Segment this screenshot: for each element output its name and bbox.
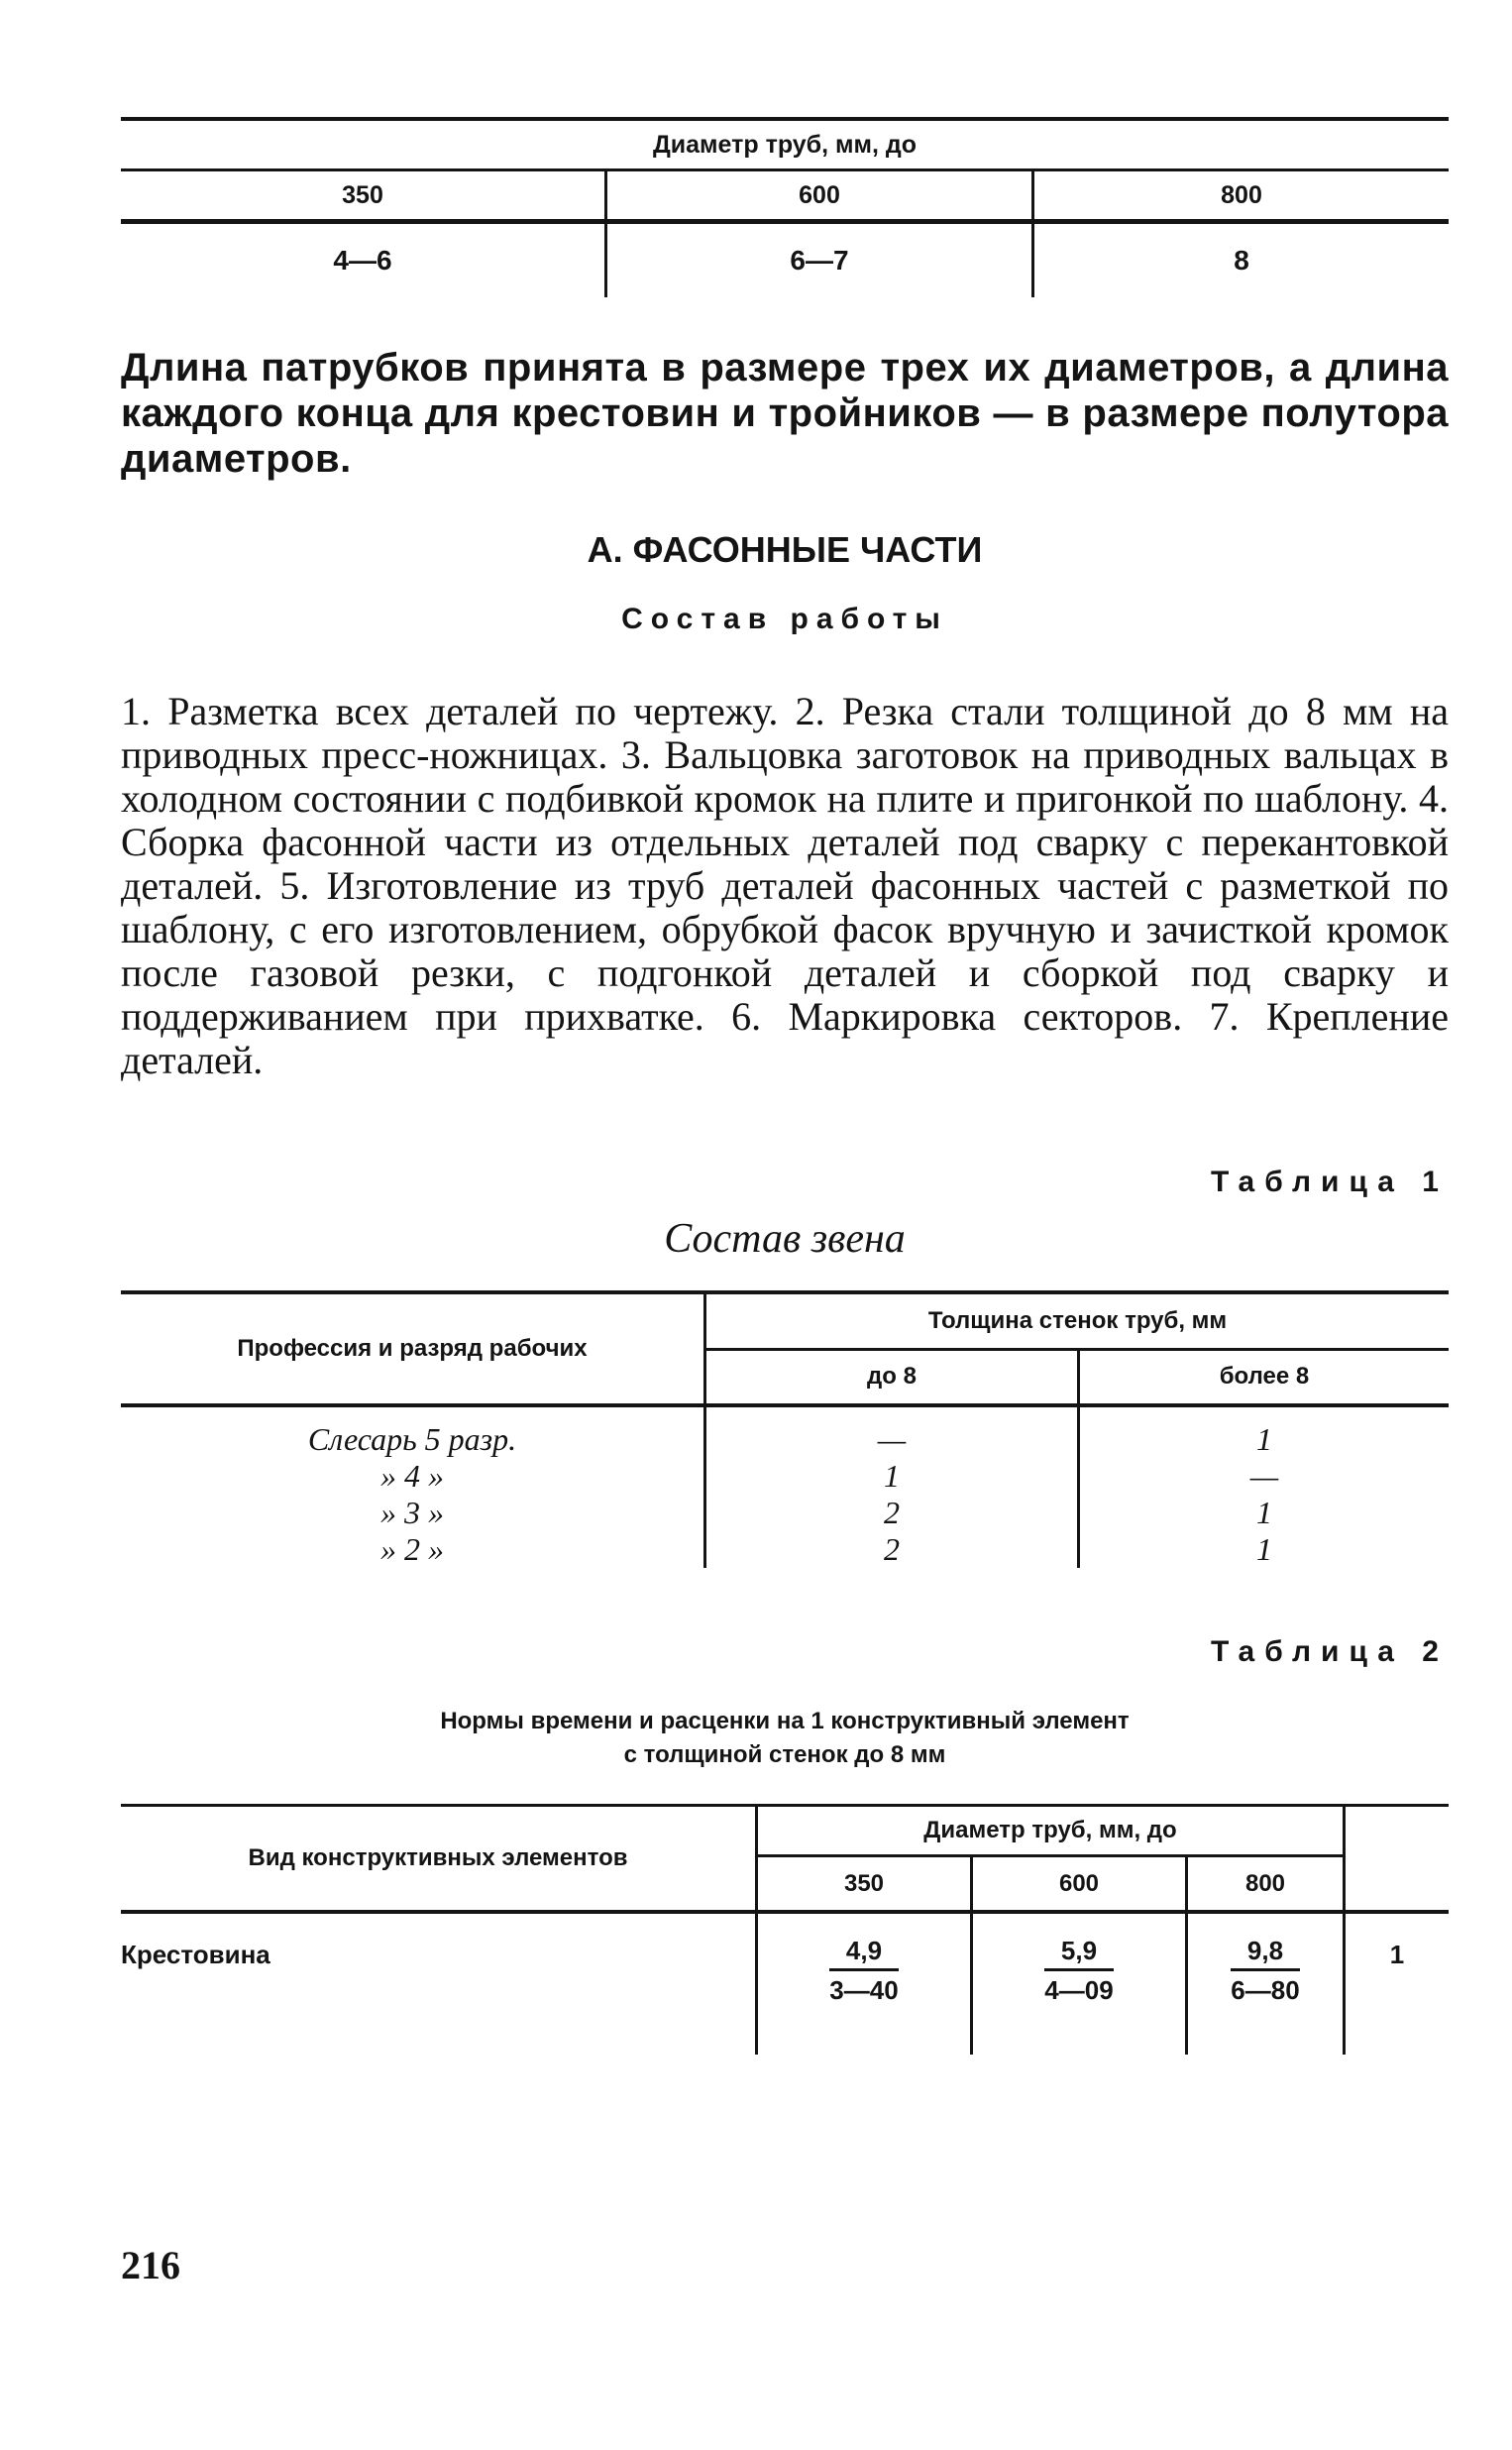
col-thickness-group: Толщина стенок труб, мм [705,1292,1450,1349]
table1-title: Состав звена [664,1216,906,1262]
pipe-diameter-table [121,117,1449,297]
norm-time: 4,9 [829,1936,898,1971]
profession-cell: » 4 » [380,1458,444,1494]
col-profession: Профессия и разряд рабочих [121,1292,705,1405]
norm-time: 5,9 [1044,1936,1113,1971]
time-norms-table [121,1804,1449,2055]
norm-cell-600 [972,1912,1187,2055]
paragraph-lengths: Длина патрубков принята в размере трех их диаметров, а длина каждого конца для крестовин и тройников — в размере полутора диаметров. [121,346,1449,481]
upto-8-cell: — [705,1421,1079,1458]
value-800: 8 [1033,222,1450,298]
upto-8-cell: 2 [705,1531,1079,1568]
value-600: 6—7 [606,222,1033,298]
norm-rate: 3—40 [829,1975,899,2005]
table-row [121,1495,1449,1531]
norm-cell-350 [757,1912,972,2055]
table-row [121,1912,1449,2055]
pipe-diameter-caption: Диаметр труб, мм, до [652,130,918,159]
crew-table [121,1290,1449,1568]
table-row [121,1458,1449,1495]
norm-cell-800 [1187,1912,1345,2055]
col-diameter-group: Диаметр труб, мм, до [757,1806,1345,1856]
table2-title-line1: Нормы времени и расценки на 1 конструктивный элемент [440,1708,1130,1734]
upto-8-cell: 2 [705,1495,1079,1531]
norm-rate: 4—09 [1044,1975,1114,2005]
col-350: 350 [342,180,383,209]
col-over-8: более 8 [1079,1349,1450,1405]
col-kind: Вид конструктивных элементов [121,1806,757,1913]
table-row [121,1421,1449,1458]
table2-label: Таблица 2 [1210,1635,1449,1668]
over-8-cell: 1 [1079,1495,1450,1531]
table2-title-line2: с толщиной стенок до 8 мм [623,1741,946,1768]
work-composition-text: 1. Разметка всех деталей по чертежу. 2. Резка стали толщиной до 8 мм на приводных пресс-ножницах. 3. Вальцовка заготовок на приводных вальцах в холодном состоянии с подбивкой кромок на плите и пригонкой по шаблону. 4. Сборка фасонной части из отдельных деталей под сварку с перекантовкой деталей. 5. Изготовление из труб деталей фасонных частей с разметкой по шаблону, с его изготовлением, обрубкой фасок вручную и зачисткой кромок после газовой резки, с подгонкой деталей и сборкой под сварку и поддерживанием при прихватке. 6. Маркировка секторов. 7. Крепление деталей. [121,689,1449,1082]
profession-cell: Слесарь 5 разр. [307,1421,517,1457]
col-350: 350 [757,1856,972,1912]
col-upto-8: до 8 [705,1349,1079,1405]
col-600: 600 [972,1856,1187,1912]
col-800: 800 [1187,1856,1345,1912]
norm-rate: 6—80 [1231,1975,1300,2005]
value-350: 4—6 [333,245,392,276]
table1-label: Таблица 1 [1210,1166,1449,1198]
profession-cell: » 3 » [380,1495,444,1530]
over-8-cell: — [1079,1458,1450,1495]
element-name: Крестовина [121,1940,270,1969]
upto-8-cell: 1 [705,1458,1079,1495]
col-800: 800 [1033,170,1450,222]
col-600: 600 [606,170,1033,222]
work-composition-title: Состав работы [621,603,948,635]
profession-cell: » 2 » [380,1531,444,1567]
page-number: 216 [121,2243,180,2287]
row-index: 1 [1389,1940,1405,1969]
over-8-cell: 1 [1079,1421,1450,1458]
over-8-cell: 1 [1079,1531,1450,1568]
norm-time: 9,8 [1231,1936,1299,1971]
table-row [121,1531,1449,1568]
section-a-title: А. ФАСОННЫЕ ЧАСТИ [587,529,983,570]
